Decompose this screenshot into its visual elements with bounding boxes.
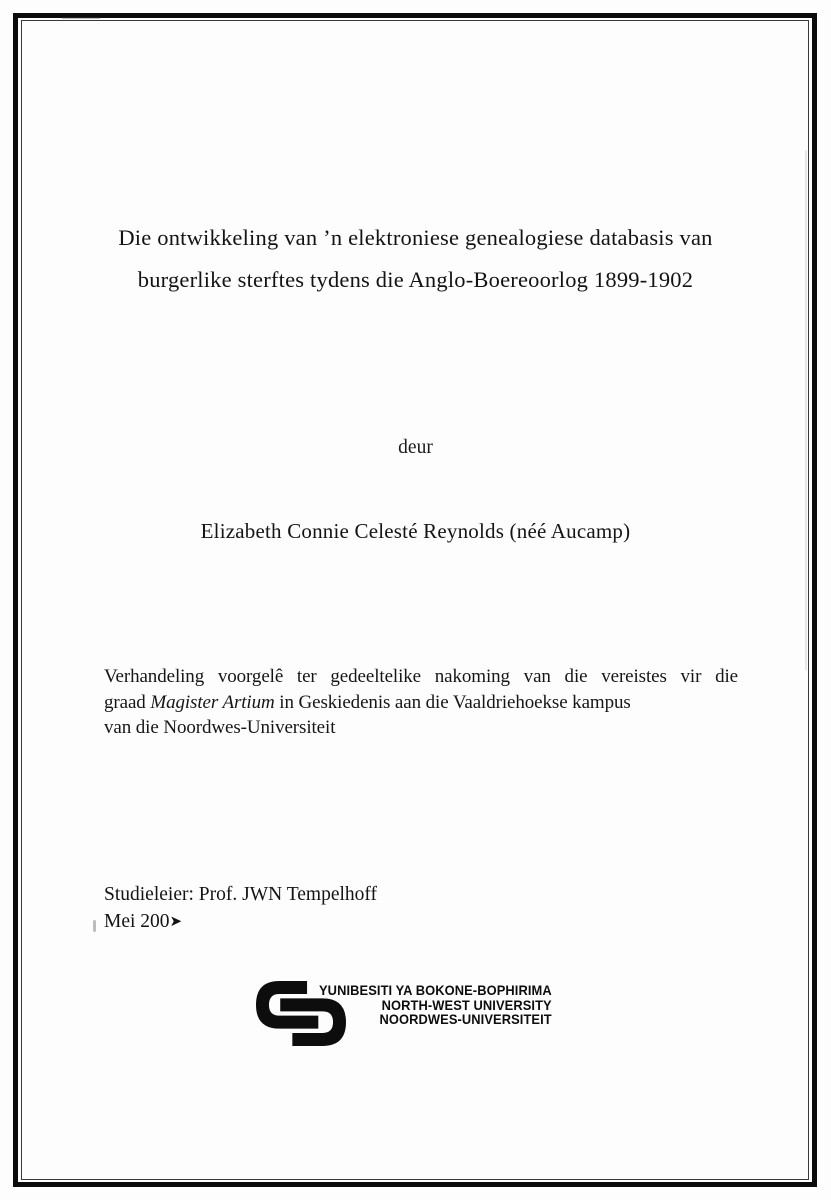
university-logo-text [319, 983, 552, 1027]
date-seven-glyph: ➤ [169, 912, 183, 930]
degree-name-italic: Magister Artium [150, 691, 275, 713]
thesis-title-line-1: Die ontwikkeling van ’n elektroniese genealogiese databasis van [118, 225, 713, 250]
degree-statement-line-1: Verhandeling voorgelê ter gedeeltelike nakoming van die vereistes vir die [104, 666, 738, 687]
degree-statement-line2-pre: graad [104, 691, 151, 713]
degree-statement-line-2 [104, 690, 738, 716]
byline-deur: deur [398, 437, 433, 458]
date-line [104, 911, 182, 933]
logo-line-english: NORTH-WEST UNIVERSITY [381, 996, 552, 1013]
scan-speckle [93, 920, 96, 932]
degree-statement-line-3: van die Noordwes-Universiteit [104, 717, 336, 738]
thesis-title-line-2: burgerlike sterftes tydens die Anglo-Boereoorlog 1899-1902 [137, 267, 694, 292]
date-text: Mei 200 [104, 911, 170, 932]
thesis-title [55, 217, 776, 301]
logo-line-setswana: YUNIBESITI YA BOKONE-BOPHIRIMA [319, 982, 552, 998]
author-name: Elizabeth Connie Celesté Reynolds (néé Aucamp) [200, 519, 631, 543]
degree-statement-line2-post: in Geskiedenis aan die Vaaldriehoekse kampus [274, 691, 631, 713]
scan-speckle [62, 17, 100, 19]
logo-line-afrikaans: NOORDWES-UNIVERSITEIT [379, 1011, 552, 1028]
degree-statement [104, 664, 738, 741]
scan-shading [805, 150, 807, 670]
supervisor-line: Studieleier: Prof. JWN Tempelhoff [104, 884, 378, 905]
